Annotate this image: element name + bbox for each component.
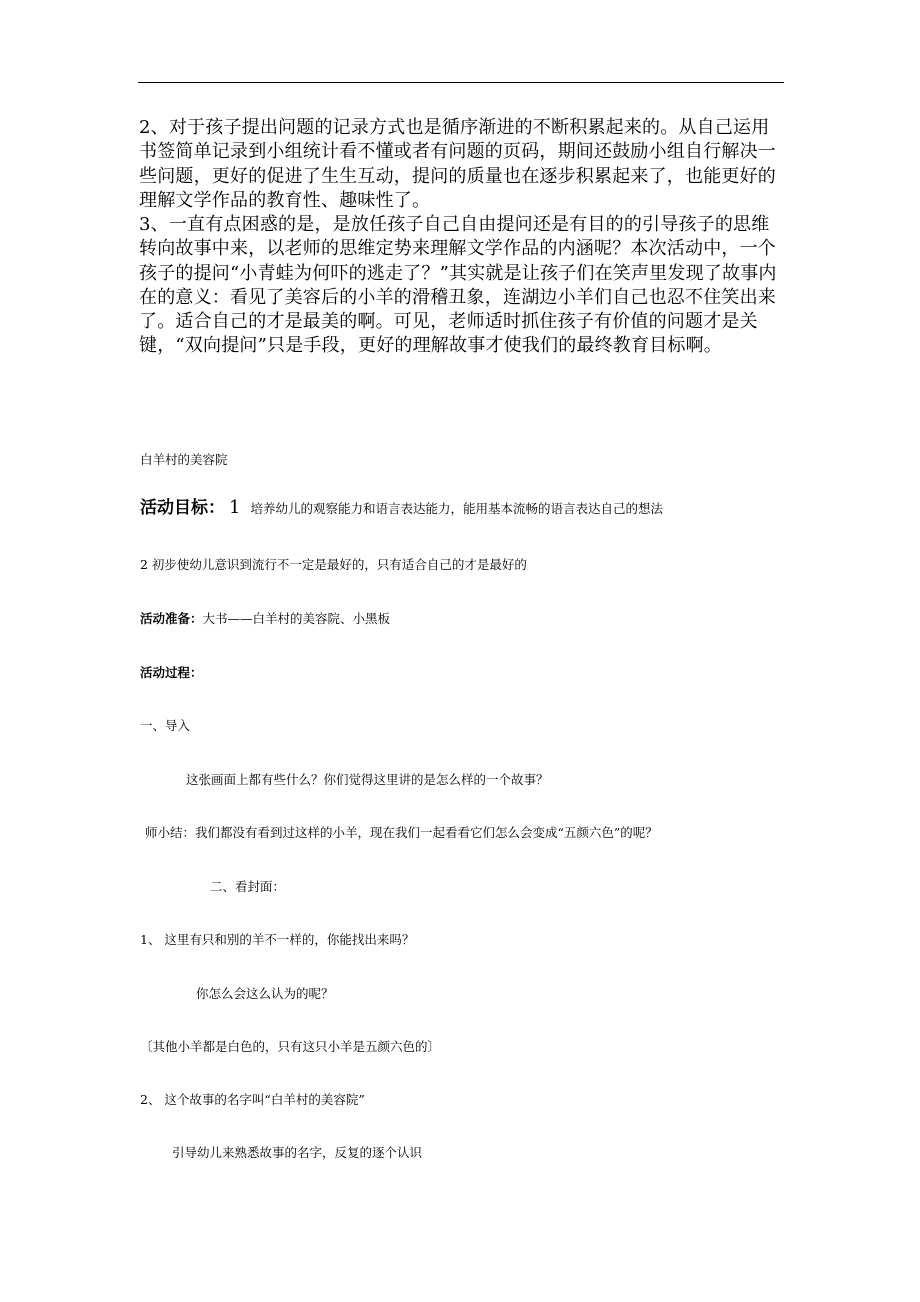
- prep-label: 活动准备：: [140, 611, 203, 626]
- header-rule: [138, 82, 784, 83]
- question-1-followup: 你怎么会这么认为的呢？: [196, 986, 334, 1001]
- prep-line: [140, 611, 390, 627]
- goal-line-1: [140, 497, 663, 518]
- goal-line-2: 2 初步使幼儿意识到流行不一定是最好的，只有适合自己的才是最好的: [140, 557, 527, 572]
- question-2: 2、 这个故事的名字叫“白羊村的美容院”: [140, 1092, 365, 1107]
- paragraph-3: 3、一直有点困惑的是，是放任孩子自己自由提问还是有目的的引导孩子的思维转向故事中来，以老师的思维定势来理解文学作品的内涵呢？本次活动中，一个孩子的提问“小青蛙为何吓的逃走了？”其实就是让孩子们在笑声里发现了故事内在的意义：看见了美容后的小羊的滑稽丑象，连湖边小羊们自己也忍不住笑出来了。适合自己的才是最美的啊。可见，老师适时抓住孩子有价值的问题才是关键，“双向提问”只是手段，更好的理解故事才使我们的最终教育目标啊。: [139, 214, 777, 357]
- paragraph-2: 2、对于孩子提出问题的记录方式也是循序渐进的不断积累起来的。从自己运用书签简单记录到小组统计看不懂或者有问题的页码，期间还鼓励小组自行解决一些问题，更好的促进了生生互动，提问的质量也在逐步积累起来了，也能更好的理解文学作品的教育性、趣味性了。: [139, 117, 776, 211]
- question-1: 1、 这里有只和别的羊不一样的，你能找出来吗？: [140, 932, 415, 947]
- lesson-title: 白羊村的美容院: [140, 452, 228, 467]
- step-1-question: 这张画面上都有些什么？你们觉得这里讲的是怎么样的一个故事？: [186, 772, 549, 787]
- goal-label: 活动目标：: [140, 498, 225, 518]
- prep-text: 大书——白羊村的美容院、小黑板: [202, 611, 391, 626]
- step-2-title: 二、看封面：: [210, 879, 286, 894]
- step-1-summary: 师小结：我们都没有看到过这样的小羊，现在我们一起看看它们怎么会变成“五颜六色”的呢？: [145, 825, 658, 840]
- question-2-note: 引导幼儿来熟悉故事的名字，反复的逐个认识: [172, 1145, 423, 1160]
- step-1-title: 一、导入: [140, 718, 191, 733]
- goal-1-number: 1: [229, 497, 241, 518]
- question-1-answer: 〔其他小羊都是白色的，只有这只小羊是五颜六色的〕: [140, 1039, 441, 1054]
- process-label: 活动过程：: [140, 665, 203, 680]
- goal-1-text: 培养幼儿的观察能力和语言表达能力，能用基本流畅的语言表达自己的想法: [250, 501, 663, 516]
